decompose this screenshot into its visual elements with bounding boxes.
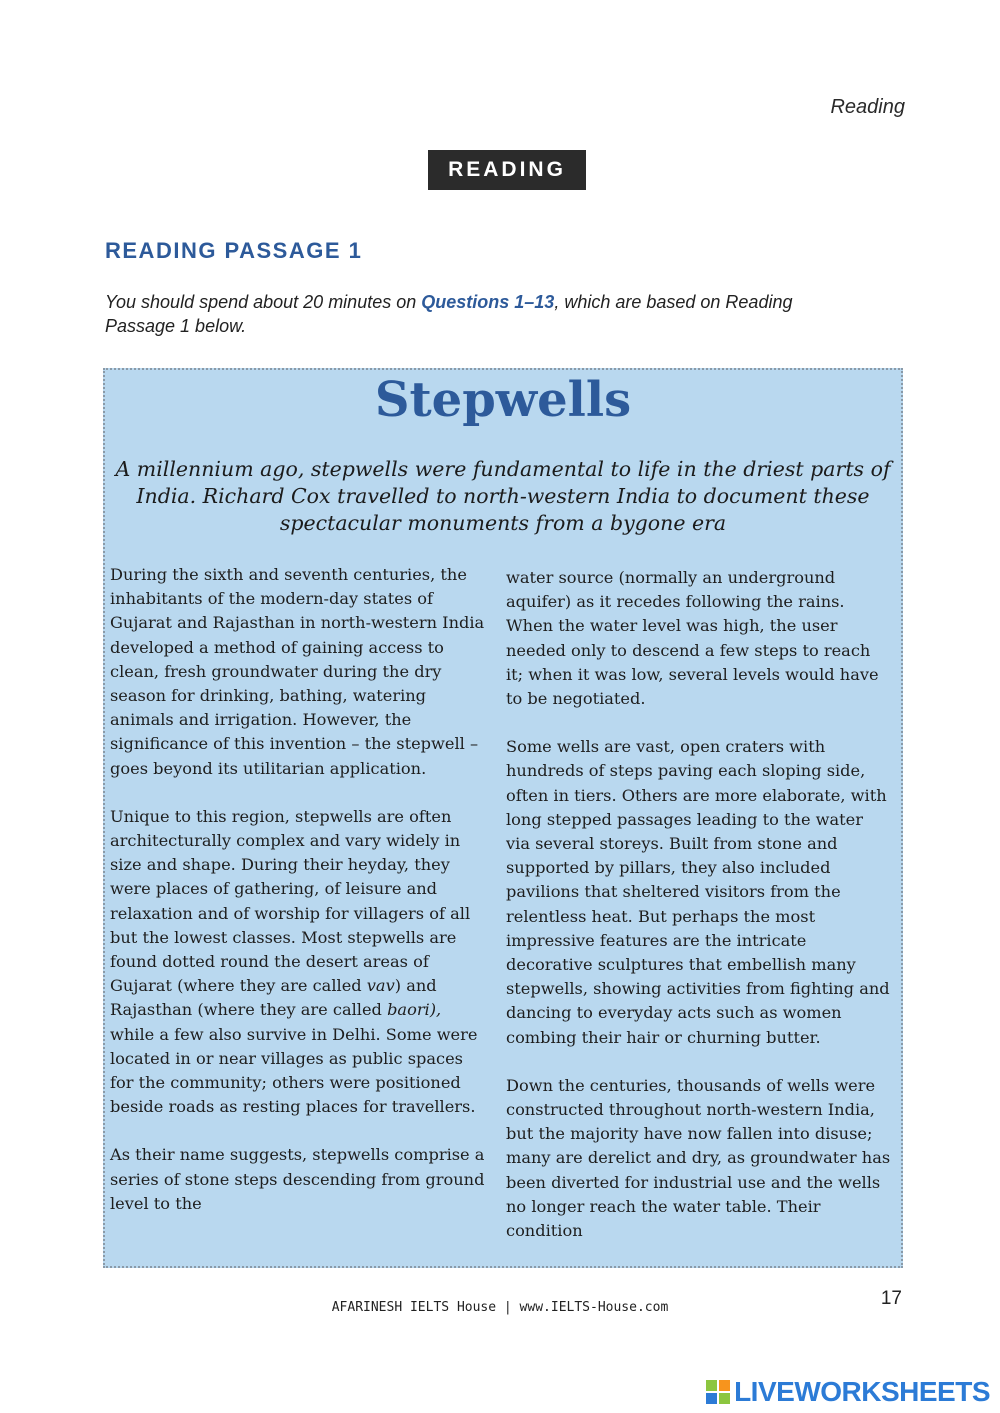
paragraph [110, 805, 485, 1120]
paragraph: Down the centuries, thousands of wells were constructed throughout north-western India, but the majority have now fallen into disuse; many are derelict and dry, as groundwater has been diverted for industrial use and the wells no longer reach the water table. Their condition [506, 1075, 891, 1241]
questions-reference: Questions 1–13 [421, 292, 555, 312]
passage-title: Stepwells [374, 372, 632, 428]
passage-left-column [110, 563, 485, 1240]
instructions-text-after: , which are based on Reading Passage 1 below. [105, 292, 793, 336]
instructions [105, 290, 845, 338]
passage-heading: READING PASSAGE 1 [105, 238, 363, 263]
passage-right-column [506, 566, 891, 1267]
liveworksheets-logo-icon [706, 1380, 730, 1404]
liveworksheets-logo-text: LIVEWORKSHEETS [734, 1376, 990, 1407]
liveworksheets-logo[interactable] [706, 1376, 990, 1408]
passage-standfirst: A millennium ago, stepwells were fundamental to life in the driest parts of India. Richard Cox travelled to north-western India to document these spectacular monuments from a bygone era [115, 457, 891, 535]
term-vav: vav [366, 976, 395, 996]
footer-credit: AFARINESH IELTS House | www.IELTS-House.com [331, 1300, 669, 1315]
paragraph-text: while a few also survive in Delhi. Some were located in or near villages as public spaces for the community; others were positioned beside roads as resting places for travellers. [110, 1024, 478, 1117]
term-baori: baori), [387, 1000, 442, 1020]
paragraph: During the sixth and seventh centuries, the inhabitants of the modern-day states of Gujarat and Rajasthan in north-western India developed a method of gaining access to clean, fresh groundwater during the dry season for drinking, bathing, watering animals and irrigation. However, the significance of this invention – the stepwell – goes beyond its utilitarian application. [110, 565, 485, 778]
paragraph: water source (normally an underground aquifer) as it recedes following the rains. When the water level was high, the user needed only to descend a few steps to reach it; when it was low, several levels would have to be negotiated. [506, 568, 879, 709]
paragraph: As their name suggests, stepwells comprise a series of stone steps descending from ground level to the [110, 1145, 485, 1213]
running-head: Reading [830, 96, 905, 118]
paragraph-text: ) and Rajasthan (where they are called [110, 976, 437, 1020]
paragraph: Some wells are vast, open craters with hundreds of steps paving each sloping side, often in tiers. Others are more elaborate, with long stepped passages leading to the water via several storeys. Built from stone and supported by pillars, they also included pavilions that sheltered visitors from the relentless heat. But perhaps the most impressive features are the intricate decorative sculptures that embellish many stepwells, showing activities from fighting and dancing to everyday acts such as women combing their hair or churning butter. [506, 737, 890, 1047]
section-badge: READING [428, 150, 586, 190]
instructions-text-before: You should spend about 20 minutes on [105, 292, 422, 312]
paragraph-text: Unique to this region, stepwells are often architecturally complex and vary widely in size and shape. During their heyday, they were places of gathering, of leisure and relaxation and of worship for villagers of all but the lowest classes. Most stepwells are found dotted round the desert areas of Gujarat (where they are called [110, 806, 471, 996]
page-number: 17 [880, 1288, 902, 1309]
